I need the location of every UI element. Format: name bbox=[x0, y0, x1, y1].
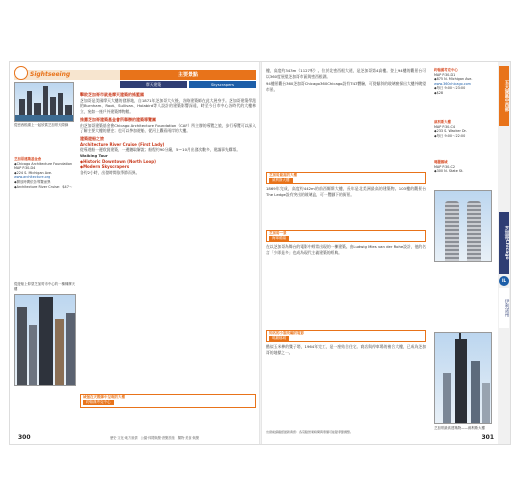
info-line: ◆Architecture River Cruise：$47～ bbox=[14, 184, 73, 189]
willis-tower-photo bbox=[434, 332, 492, 424]
chapter-tab-state[interactable]: 伊利諾州 bbox=[499, 288, 509, 328]
tab-chinese: 摩天建築 bbox=[120, 81, 187, 88]
sidebar2-line: ◆233 S. Wacker Dr. bbox=[434, 129, 467, 134]
left-page bbox=[10, 62, 260, 444]
page-number-left: 300 bbox=[18, 434, 31, 441]
book-spread bbox=[10, 62, 510, 444]
marina-box bbox=[266, 330, 426, 342]
sidebar3-line: MAP P.30-C2 bbox=[434, 164, 456, 169]
sidebar-line: ◆每日 9:00～23:00 bbox=[434, 86, 466, 91]
marina-box-head: 知名的小說改編的電影 bbox=[269, 331, 304, 335]
info-line: ◆224 S. Michigan Ave. bbox=[14, 170, 53, 175]
pier-box-title: 海軍碼頭 bbox=[269, 236, 289, 241]
marina-text: 酷似玉米棒的雙子塔，1964年完工，是一座結合住宅、商店與停車場的複合大樓，已成為芝加哥的地標之一。 bbox=[266, 344, 426, 355]
willis-text: 1869年完成，高度約442m的前西爾斯大樓，長年是北美洲最高的建築物。103樓的觀景台The Ledge設有突出的玻璃盒，可一覽腳下的街景。 bbox=[266, 186, 426, 197]
tour-heading: 建築遊船之旅 bbox=[80, 135, 104, 141]
chapter-tab-city[interactable]: 芝加哥Chicago bbox=[499, 212, 509, 274]
topic-title: 主要景點 bbox=[120, 70, 256, 80]
sidebar-link[interactable]: www.360chicago.com bbox=[434, 81, 471, 86]
tour-name: Architecture River Cruise (First Lady) bbox=[80, 141, 165, 147]
sidebar3-title: 瑪麗娜城 bbox=[434, 160, 448, 164]
hancock-box-head: 城堡在天際線中呈現的大樓 bbox=[83, 395, 125, 399]
pier-box bbox=[266, 230, 426, 242]
sidebar-line: MAP P.30-D1 bbox=[434, 72, 456, 77]
state-badge: IL bbox=[499, 276, 509, 286]
walk-item: ◆Historic Downtown (North Loop) bbox=[80, 158, 156, 164]
skyline-caption: 從密西根湖上一起欣賞芝加哥天際線 bbox=[14, 123, 69, 127]
willis-info bbox=[434, 120, 492, 138]
hancock-box bbox=[80, 394, 256, 408]
skyline-photo bbox=[14, 82, 74, 122]
observatory-paragraph: 94樓景觀台360芝加哥Chicago360Chicago設有TILT體驗，可從傾斜的玻璃窗探出大樓外眺望市景。 bbox=[266, 81, 426, 93]
info-title: 芝加哥建築基金會 bbox=[14, 157, 42, 161]
sidebar-title: 約翰漢考克中心 bbox=[434, 68, 458, 72]
caf-paragraph: 由芝加哥建築基金會Chicago Architecture Foundation（CAF）所主辦的導覽之旅，步行導覽可以深入了解主要大樓的歷史；也可以參加遊船，從河上觀看兩岸的大樓。 bbox=[80, 122, 256, 134]
walk-heading: Walking Tour bbox=[80, 153, 108, 159]
sidebar-line: ◆875 N. Michigan Ave. bbox=[434, 77, 473, 82]
section-label: Sightseeing bbox=[30, 71, 71, 78]
info-link[interactable]: www.architecture.org bbox=[14, 175, 51, 180]
willis-box bbox=[266, 172, 426, 184]
caf-subheading: 推薦芝加哥建築基金會所舉辦的建築導覽團 bbox=[80, 116, 156, 122]
pier-text: 在以芝加哥為舞台的電影中經常出現的一棟建築。由Ludwig Mies van der Rohe設計，他的名言「少即是多」也成為現代主義建築的經典。 bbox=[266, 244, 426, 255]
sidebar2-line: ◆每日 9:00～22:00 bbox=[434, 133, 466, 138]
foundation-info bbox=[14, 157, 76, 189]
river-caption: 從遊船上仰望芝加哥市中心的一棟棟摩天樓 bbox=[14, 282, 76, 291]
intro-paragraph: 芝加哥是美國摩天大樓的發源地，自1871年芝加哥大火後，各路建築師在此大展身手。芝加哥建築學派的Burnham、Root、Sullivan、Holabird等人設計的建築影響深遠，時至今日市中心各時代的大樓林立，宛如一座戶外建築博物館。 bbox=[80, 97, 256, 115]
walk-item: ◆Modern Skyscrapers bbox=[80, 164, 130, 170]
hancock-paragraph: 樓，高度約343m（1127呎）。位於北密西根大道，是芝加哥第4高樓。登上94樓的觀景台可以360度展望芝加哥市區與密西根湖。 bbox=[266, 68, 426, 79]
page-number-right: 301 bbox=[481, 434, 494, 441]
sightseeing-icon bbox=[14, 66, 28, 80]
right-page bbox=[262, 62, 510, 444]
sidebar3-line: ◆300 N. State St. bbox=[434, 169, 464, 174]
marina-box-title: 瑪麗娜城 bbox=[269, 336, 289, 341]
footer-note: 出發前請確認最新資訊：各景點營業時間與票價可能隨季節調整。 bbox=[266, 430, 354, 434]
walk-desc: 各約2小時，出發時間依季節而異。 bbox=[80, 170, 140, 176]
topic-tabs bbox=[120, 81, 256, 88]
hancock-box-title: 約翰漢考克中心 bbox=[83, 400, 114, 405]
intro-column bbox=[80, 92, 256, 176]
intro-heading: 擊敗芝加哥市就是摩天建築的搖籃國 bbox=[80, 92, 144, 97]
tour-desc: 從導遊船一邊欣賞建築，一邊聽取解說；船程約90分鐘，5～10月出發次數多，建議事先購票。 bbox=[80, 147, 241, 153]
pier-box-head: 芝加哥一景 bbox=[269, 231, 287, 235]
willis-box-head: 芝加哥最高的大樓 bbox=[269, 173, 297, 177]
willis-box-title: 威利斯大樓 bbox=[269, 178, 293, 183]
right-column bbox=[266, 68, 426, 93]
willis-photo-caption: 芝加哥最高建築物——威利斯大樓 bbox=[434, 426, 485, 430]
sidebar-line: ◆$28 bbox=[434, 90, 444, 95]
info-line: MAP P.30-D4 bbox=[14, 166, 36, 171]
icon-legend: 歷史·文化·地方風情 公園·休閒娛樂·遊樂設施 購物·美食·娛樂 bbox=[110, 436, 199, 440]
river-photo bbox=[14, 294, 76, 386]
info-line: ◆開放時間依各導覽而異 bbox=[14, 179, 51, 184]
sidebar2-line: MAP P.30-C4 bbox=[434, 124, 456, 129]
marina-city-photo bbox=[434, 190, 492, 262]
chapter-tab-main[interactable]: 五大湖區中西部 bbox=[499, 66, 509, 126]
tab-english: Skyscrapers bbox=[189, 81, 256, 88]
sidebar2-title: 威利斯大樓 bbox=[434, 120, 451, 124]
marina-info bbox=[434, 160, 492, 174]
info-line: ◆Chicago Architecture Foundation bbox=[14, 161, 73, 166]
hancock-info bbox=[434, 68, 492, 96]
